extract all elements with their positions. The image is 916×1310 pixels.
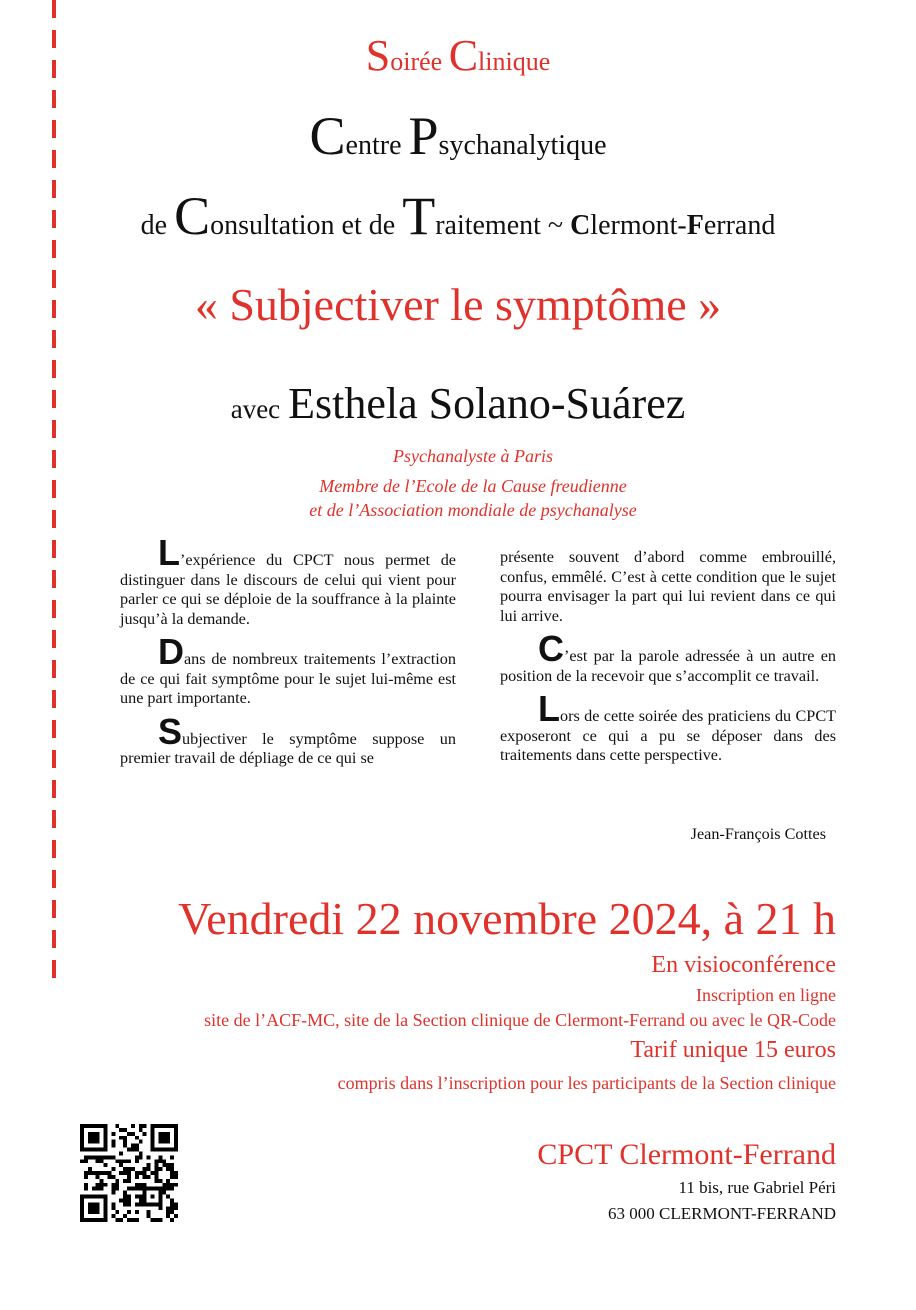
speaker-credential: Membre de l’Ecole de la Cause freudienne	[319, 476, 627, 496]
paragraph: C’est par la parole adressée à un autre en position de la recevoir que s’accomplit ce travail.	[500, 628, 836, 685]
drop-cap: L	[538, 688, 560, 729]
event-date: Vendredi 22 novembre 2024, à 21 h	[178, 893, 836, 944]
speaker-credential: et de l’Association mondiale de psychanalyse	[309, 500, 637, 520]
organization-title-line1: Centre Psychanalytique	[309, 106, 607, 166]
speaker-credential: Psychanalyste à Paris	[393, 446, 553, 466]
speaker-name: Esthela Solano-Suárez	[288, 379, 686, 428]
author-signature: Jean-François Cottes	[690, 825, 826, 843]
organizer-address-city: 63 000 CLERMONT-FERRAND	[608, 1204, 836, 1223]
event-type-title: Soirée Clinique	[365, 31, 551, 80]
drop-cap: C	[538, 628, 564, 669]
drop-cap: L	[158, 532, 180, 573]
paragraph: Subjectiver le symptôme suppose un premier travail de dépliage de ce qui se	[120, 710, 456, 767]
conference-subtitle: « Subjectiver le symptôme »	[194, 279, 722, 330]
organizer-address-street: 11 bis, rue Gabriel Péri	[678, 1178, 836, 1197]
paragraph: Dans de nombreux traitements l’extraction de ce qui fait symptôme pour le sujet lui-même est une part importante.	[120, 631, 456, 707]
event-format: En visioconférence	[651, 952, 836, 978]
text-column-left	[120, 532, 456, 787]
drop-cap: S	[158, 710, 183, 752]
paragraph: Lors de cette soirée des praticiens du CPCT exposeront ce qui a pu se déposer dans des traitements dans cette perspective.	[500, 688, 836, 764]
price: Tarif unique 15 euros	[630, 1037, 836, 1063]
organizer-name: CPCT Clermont-Ferrand	[537, 1138, 836, 1171]
registration-heading: Inscription en ligne	[696, 985, 836, 1005]
text-column-right	[500, 548, 836, 784]
qr-code-icon[interactable]	[80, 1124, 178, 1222]
drop-cap: D	[158, 631, 184, 672]
paragraph: L’expérience du CPCT nous permet de distinguer dans le discours de celui qui vient pour parler ce qui se déploie de la souffrance à la plainte jusqu’à la demande.	[120, 532, 456, 628]
organization-title-line2: de Consultation et de Traitement ~ Clermont-Ferrand	[140, 186, 776, 246]
speaker-prefix: avec	[230, 394, 281, 424]
speaker-line	[0, 378, 916, 429]
paragraph-continuation: présente souvent d’abord comme embrouillé, confus, emmêlé. C’est à cette condition que le sujet pourra envisager la part qui lui revient dans ce qui lui arrive.	[500, 548, 836, 625]
registration-sites: site de l’ACF-MC, site de la Section clinique de Clermont-Ferrand ou avec le QR-Code	[204, 1010, 836, 1030]
price-note: compris dans l’inscription pour les participants de la Section clinique	[337, 1073, 836, 1093]
